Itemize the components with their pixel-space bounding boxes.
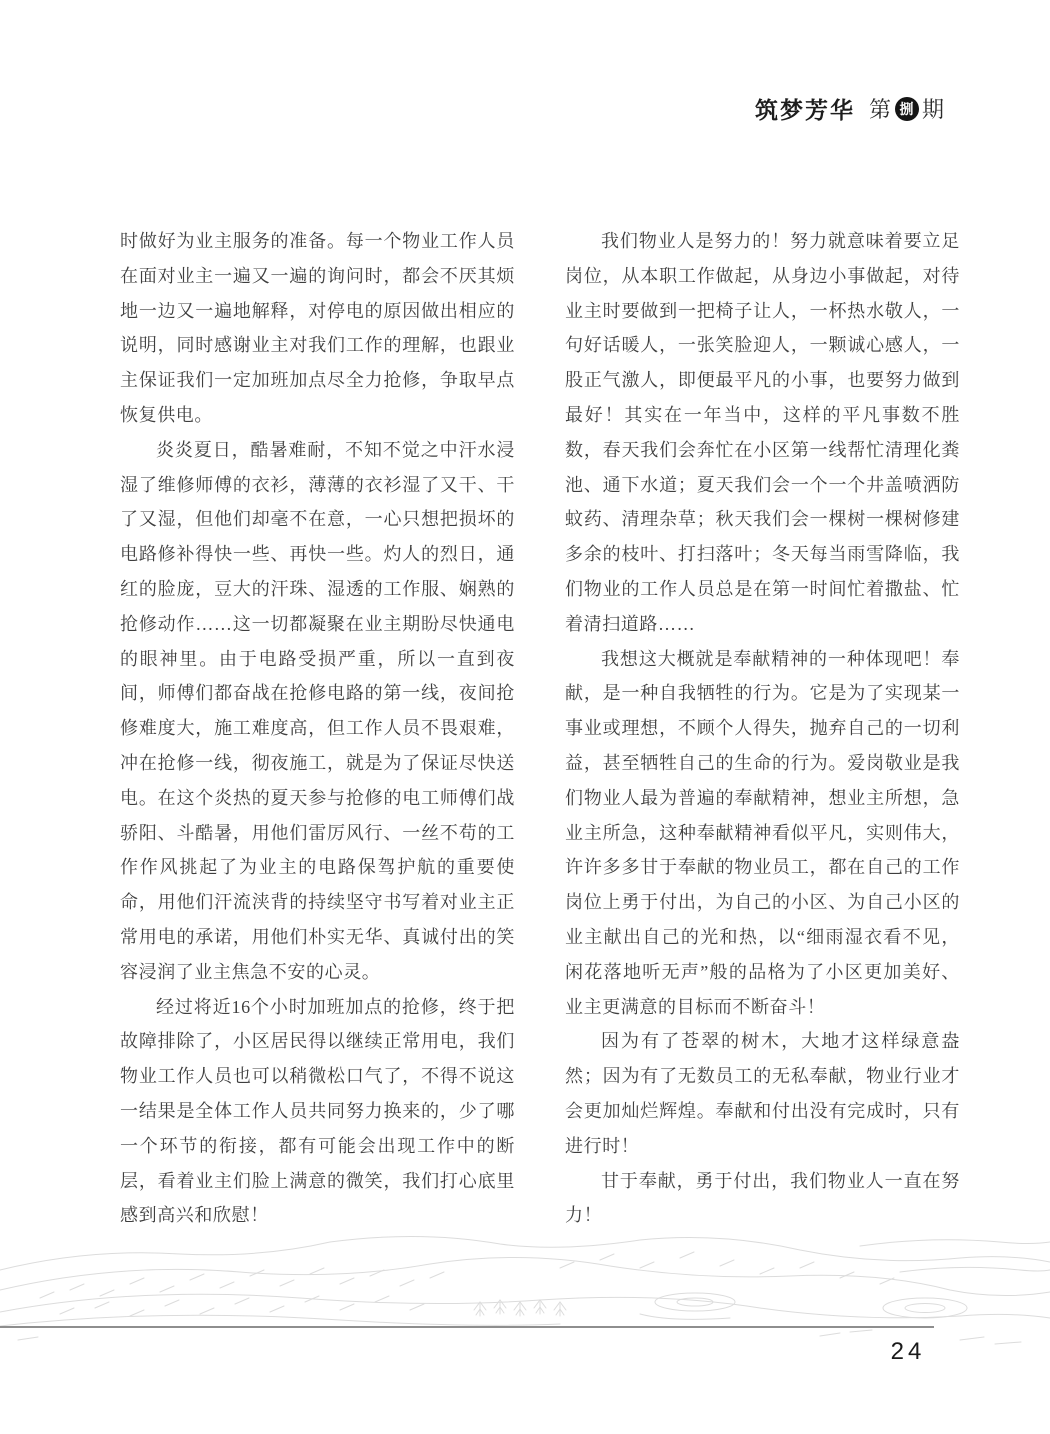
page-header (755, 92, 945, 125)
issue-suffix: 期 (921, 97, 945, 122)
right-column (565, 224, 960, 1233)
paragraph: 时做好为业主服务的准备。每一个物业工作人员在面对业主一遍又一遍的询问时，都会不厌其烦地一边又一遍地解释，对停电的原因做出相应的说明，同时感谢业主对我们工作的理解，也跟业主保证我们一定加班加点尽全力抢修，争取早点恢复供电。 (120, 231, 515, 425)
paragraph: 经过将近16个小时加班加点的抢修，终于把故障排除了，小区居民得以继续正常用电，我们物业工作人员也可以稍微松口气了，不得不说这一结果是全体工作人员共同努力换来的，少了哪一个环节的衔接，都有可能会出现工作中的断层，看着业主们脸上满意的微笑，我们打心底里感到高兴和欣慰！ (120, 996, 515, 1226)
issue-label (869, 93, 945, 124)
issue-number-badge: 捌 (895, 97, 919, 121)
left-column (120, 224, 515, 1233)
page-number: 24 (890, 1338, 926, 1365)
paragraph: 我们物业人是努力的！努力就意味着要立足岗位，从本职工作做起，从身边小事做起，对待业主时要做到一把椅子让人，一杯热水敬人，一句好话暖人，一张笑脸迎人，一颗诚心感人，一股正气激人，即便最平凡的小事，也要努力做到最好！其实在一年当中，这样的平凡事数不胜数，春天我们会奔忙在小区第一线帮忙清理化粪池、通下水道；夏天我们会一个一个井盖喷洒防蚊药、清理杂草；秋天我们会一棵树一棵树修建多余的枝叶、打扫落叶；冬天每当雨雪降临，我们物业的工作人员总是在第一时间忙着撒盐、忙着清扫道路…… (565, 231, 960, 634)
paragraph: 炎炎夏日，酷暑难耐，不知不觉之中汗水浸湿了维修师傅的衣衫，薄薄的衣衫湿了又干、干了又湿，但他们却毫不在意，一心只想把损坏的电路修补得快一些、再快一些。灼人的烈日，通红的脸庞，豆大的汗珠、湿透的工作服、娴熟的抢修动作……这一切都凝聚在业主期盼尽快通电的眼神里。由于电路受损严重，所以一直到夜间，师傅们都奋战在抢修电路的第一线，夜间抢修难度大，施工难度高，但工作人员不畏艰难，冲在抢修一线，彻夜施工，就是为了保证尽快送电。在这个炎热的夏天参与抢修的电工师傅们战骄阳、斗酷暑，用他们雷厉风行、一丝不苟的工作作风挑起了为业主的电路保驾护航的重要使命，用他们汗流浃背的持续坚守书写着对业主正常用电的承诺，用他们朴实无华、真诚付出的笑容浸润了业主焦急不安的心灵。 (120, 439, 515, 982)
paragraph: 我想这大概就是奉献精神的一种体现吧！奉献，是一种自我牺牲的行为。它是为了实现某一事业或理想，不顾个人得失，抛弃自己的一切利益，甚至牺牲自己的生命的行为。爱岗敬业是我们物业人最为普遍的奉献精神，想业主所想，急业主所急，这种奉献精神看似平凡，实则伟大，许许多多甘于奉献的物业员工，都在自己的工作岗位上勇于付出，为自己的小区、为自己小区的业主献出自己的光和热，以“细雨湿衣看不见，闲花落地听无声”般的品格为了小区更加美好、业主更满意的目标而不断奋斗！ (565, 648, 960, 1017)
magazine-title: 筑梦芳华 (754, 97, 855, 123)
issue-prefix: 第 (868, 97, 892, 122)
footer-rule (0, 1326, 934, 1328)
paragraph: 甘于奉献，勇于付出，我们物业人一直在努力！ (565, 1170, 960, 1226)
paragraph: 因为有了苍翠的树木，大地才这样绿意盎然；因为有了无数员工的无私奉献，物业行业才会更加灿烂辉煌。奉献和付出没有完成时，只有进行时！ (565, 1031, 960, 1156)
article-body (120, 224, 960, 1233)
